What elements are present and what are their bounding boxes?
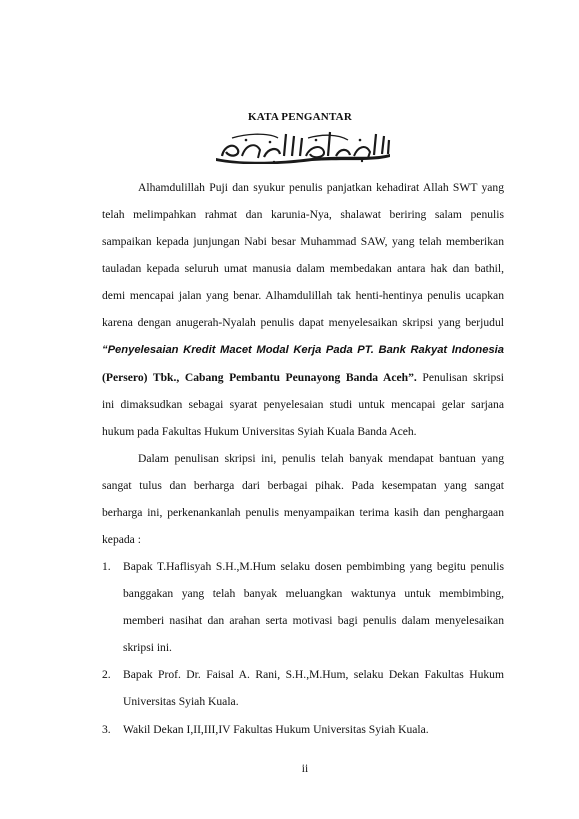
text-line: Alhamdulillah Puji dan syukur penulis panjatkan kehadirat Allah SWT yang [138, 181, 504, 194]
paragraph-intro [102, 174, 504, 445]
basmala-calligraphy-icon [212, 128, 394, 164]
list-line: Bapak T.Haflisyah S.H.,M.Hum selaku dosen pembimbing yang begitu penulis [123, 560, 504, 573]
list-line: memberi nasihat dan arahan serta motivasi bagi penulis dalam menyelesaikan [123, 614, 504, 628]
page-title: KATA PENGANTAR [248, 111, 352, 123]
text-line: telah melimpahkan rahmat dan karunia-Nya, shalawat beriring salam penulis [102, 208, 504, 222]
text-line: sampaikan kepada junjungan Nabi besar Muhammad SAW, yang telah memberikan [102, 235, 504, 249]
text-line: tauladan kepada seluruh umat manusia dalam membedakan antara hak dan bathil, [102, 262, 504, 276]
list-item [102, 553, 504, 661]
list-line: Wakil Dekan I,II,III,IV Fakultas Hukum Universitas Syiah Kuala. [123, 722, 429, 736]
list-number: 1. [102, 560, 111, 573]
text-line-rest: Penulisan skripsi [416, 370, 504, 384]
paragraph-thanks [102, 445, 504, 553]
list-item [102, 661, 504, 715]
thesis-title-line-2: (Persero) Tbk., Cabang Pembantu Peunayong Banda Aceh”. [102, 370, 417, 384]
page-number: ii [301, 763, 309, 775]
text-line: hukum pada Fakultas Hukum Universitas Syiah Kuala Banda Aceh. [102, 424, 417, 438]
text-line [102, 364, 504, 391]
thesis-title-line-1: “Penyelesaian Kredit Macet Modal Kerja Pada PT. Bank Rakyat Indonesia [102, 343, 504, 356]
list-line: banggakan yang telah banyak meluangkan waktunya untuk membimbing, [123, 587, 504, 601]
list-line: Universitas Syiah Kuala. [123, 695, 239, 709]
list-number: 2. [102, 668, 111, 682]
text-line: kepada : [102, 533, 141, 547]
acknowledgement-list [102, 553, 504, 743]
list-number: 3. [102, 722, 111, 736]
text-line: ini dimaksudkan sebagai syarat penyelesaian studi untuk mencapai gelar sarjana [102, 397, 504, 411]
list-item [102, 716, 504, 743]
text-line: sangat tulus dan berharga dari berbagai pihak. Pada kesempatan yang sangat [102, 479, 504, 493]
text-line: Dalam penulisan skripsi ini, penulis telah banyak mendapat bantuan yang [138, 452, 504, 465]
text-line: demi mencapai jalan yang benar. Alhamdulillah tak henti-hentinya penulis ucapkan [102, 289, 504, 303]
text-line: karena dengan anugerah-Nyalah penulis dapat menyelesaikan skripsi yang berjudul [102, 316, 504, 330]
list-line: Bapak Prof. Dr. Faisal A. Rani, S.H.,M.Hum, selaku Dekan Fakultas Hukum [123, 668, 504, 682]
list-line: skripsi ini. [123, 641, 172, 655]
text-line: berharga ini, perkenankanlah penulis menyampaikan terima kasih dan penghargaan [102, 506, 504, 520]
